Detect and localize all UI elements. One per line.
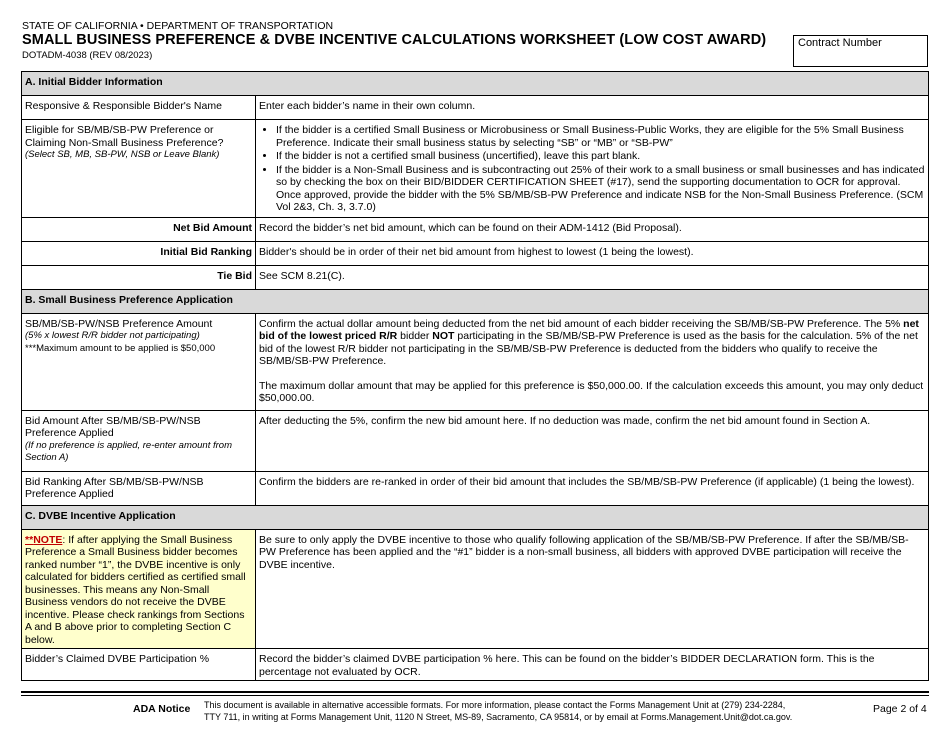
ada-notice-label: ADA Notice <box>133 703 191 715</box>
bid-after-preference-note: (If no preference is applied, re-enter amount from Section A) <box>25 439 232 463</box>
eligibility-instructions <box>256 120 929 218</box>
eligibility-note: (Select SB, MB, SB-PW, NSB or Leave Blank) <box>25 149 220 160</box>
dvbe-participation-label: Bidder’s Claimed DVBE Participation % <box>22 649 256 681</box>
form-title: SMALL BUSINESS PREFERENCE & DVBE INCENTIVE CALCULATIONS WORKSHEET (LOW COST AWARD) <box>22 32 767 48</box>
net-bid-instruction: Record the bidder’s net bid amount, which can be found on their ADM-1412 (Bid Proposal). <box>256 217 929 241</box>
eligibility-bullet: • If the bidder is not a certified small business (uncertified), leave this part blank. <box>276 150 925 163</box>
eligibility-label: Eligible for SB/MB/SB-PW Preference or Claiming Non-Small Business Preference? <box>25 124 224 149</box>
form-number: DOTADM-4038 (REV 08/2023) <box>22 50 153 61</box>
ranking-after-preference-label: Bid Ranking After SB/MB/SB-PW/NSB Preference Applied <box>22 471 256 505</box>
bidder-name-instruction: Enter each bidder’s name in their own column. <box>256 96 929 120</box>
footer-divider <box>21 695 929 696</box>
tie-bid-instruction: See SCM 8.21(C). <box>256 265 929 289</box>
initial-ranking-instruction: Bidder's should be in order of their net bid amount from highest to lowest (1 being the lowest). <box>256 241 929 265</box>
page-number: Page 2 of 4 <box>873 703 927 715</box>
preference-max-instruction: The maximum dollar amount that may be applied for this preference is $50,000.00. If the calculation exceeds this amount, you may only deduct $50,000.00. <box>259 379 924 404</box>
preference-amount-label-cell <box>22 313 256 410</box>
eligibility-bullet: • If the bidder is a certified Small Business or Microbusiness or Small Business-Public Works, they are eligible for the 5% Small Business Preference. Indicate their small business status by selecting “SB” or “MB” or “SB-PW” <box>276 124 925 149</box>
dvbe-incentive-instruction: Be sure to only apply the DVBE incentive to those who qualify following application of the SB/MB/SB-PW Preference. If after the SB/MB/SB-PW Preference has been applied and the “#1” bidder is a non-small business, all bidders with approved DVBE participation will receive the DVBE incentive. <box>256 529 929 649</box>
section-a-heading: A. Initial Bidder Information <box>22 72 929 96</box>
eligibility-bullet: • If the bidder is a Non-Small Business and is subcontracting out 25% of their work to a small business or small businesses and has indicated so by checking the box on their BID/BIDDER CERTIFICATION SHEET (#17), send the supporting documentation to OCR for approval. Once approved, provide the bidder with the 5% SB/MB/SB-PW Preference and indicate NSB for the Non-Small Business Preference. (SCM Vol 2&3, Ch. 3, 3.7.0) <box>276 164 925 214</box>
preference-amount-instruction: Confirm the actual dollar amount being deducted from the net bid amount of each bidder receiving the SB/MB/SB-PW Preference. The 5% net bid of the lowest priced R/R bidder NOT participating in the SB/MB/SB-PW Preference is used as the basis for the calculation. 5% of the net bid of the lowest R/R bidder not participating in the SB/MB/SB-PW Preference is deducted from the bidders who qualify to receive the SB/MB/SB-PW Preference. The maximum dollar amount that may be applied for this preference is $50,000.00. If the calculation exceeds this amount, you may only deduct $50,000.00. <box>256 313 929 410</box>
contract-number-label: Contract Number <box>798 37 882 49</box>
bid-after-preference-label: Bid Amount After SB/MB/SB-PW/NSB Preference Applied <box>25 414 201 439</box>
bid-after-preference-instruction: After deducting the 5%, confirm the new bid amount here. If no deduction was made, confirm the net bid amount found in Section A. <box>256 410 929 471</box>
dvbe-participation-instruction: Record the bidder’s claimed DVBE participation % here. This can be found on the bidder’s BIDDER DECLARATION form. This is the percentage not evaluated by OCR. <box>256 649 929 681</box>
eligibility-label-cell <box>22 120 256 218</box>
initial-ranking-label: Initial Bid Ranking <box>22 241 256 265</box>
preference-amount-label: SB/MB/SB-PW/NSB Preference Amount <box>25 317 213 330</box>
department-line: STATE OF CALIFORNIA • DEPARTMENT OF TRANSPORTATION <box>22 20 334 32</box>
tie-bid-label: Tie Bid <box>22 265 256 289</box>
preference-amount-note: (5% x lowest R/R bidder not participating) <box>25 330 200 341</box>
dvbe-note: **NOTE: If after applying the Small Business Preference a Small Business bidder becomes ranked number “1”, the DVBE incentive is only calculated for bidders certified as certified small businesses. This means any Non-Small Business vendors do not receive the DVBE incentive. Please check rankings from Sections A and B above prior to completing Section C below. <box>22 529 256 649</box>
section-c-heading: C. DVBE Incentive Application <box>22 505 929 529</box>
bidder-name-label: Responsive & Responsible Bidder's Name <box>22 96 256 120</box>
ada-notice-text: This document is available in alternative accessible formats. For more information, please contact the Forms Management Unit at (279) 234-2284, TTY 711, in writing at Forms Management Unit, 1120 N Street, MS-89, Sacramento, CA 95814, or by email at Forms.Management.Unit@dot.ca.gov. <box>204 700 793 722</box>
preference-max-note: ***Maximum amount to be applied is $50,000 <box>25 342 216 354</box>
footer-divider <box>21 691 929 693</box>
worksheet-table <box>21 71 929 681</box>
section-b-heading: B. Small Business Preference Application <box>22 289 929 313</box>
bid-after-preference-label-cell <box>22 410 256 471</box>
net-bid-label: Net Bid Amount <box>22 217 256 241</box>
ranking-after-preference-instruction: Confirm the bidders are re-ranked in order of their bid amount that includes the SB/MB/SB-PW Preference (if applicable) (1 being the lowest). <box>256 471 929 505</box>
contract-number-field[interactable] <box>793 35 928 67</box>
